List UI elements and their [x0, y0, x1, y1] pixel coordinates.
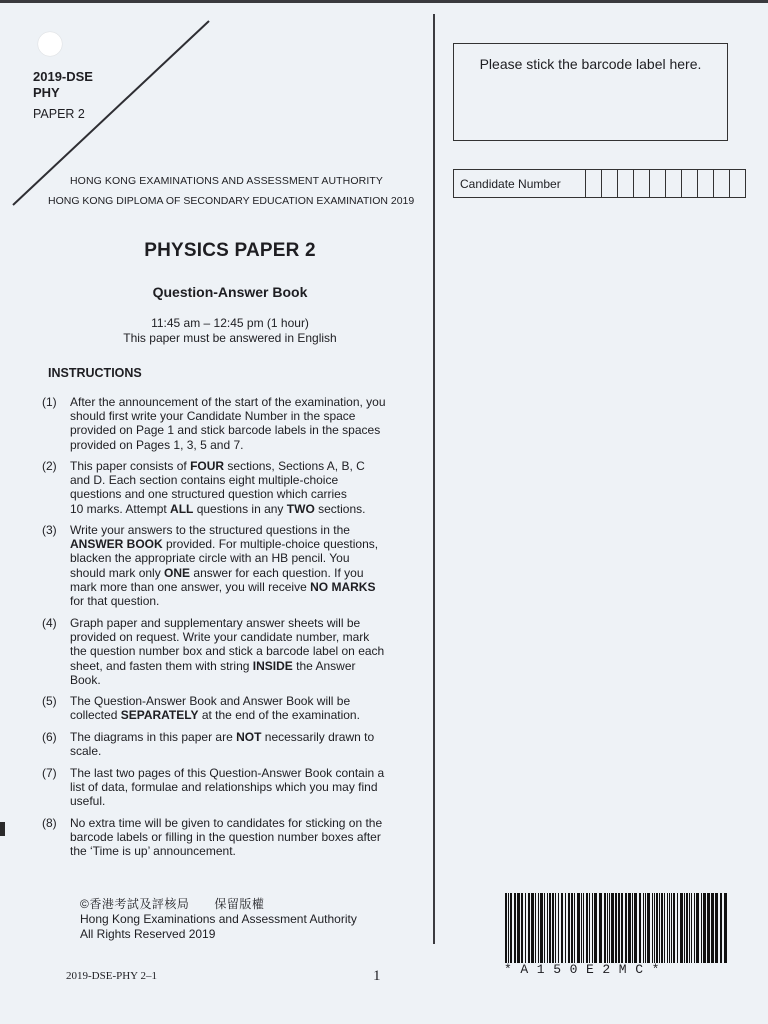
barcode-bar [581, 893, 582, 963]
barcode-bar [505, 893, 507, 963]
barcode-bar [531, 893, 534, 963]
barcode-bar [508, 893, 509, 963]
copyright-rights: All Rights Reserved 2019 [80, 927, 216, 941]
candidate-number-label: Candidate Number [454, 170, 586, 197]
barcode-label-box[interactable] [453, 43, 728, 141]
barcode-bar [609, 893, 610, 963]
barcode-bar [555, 893, 556, 963]
instruction-line: should mark only ONE answer for each question. If you [70, 565, 364, 580]
barcode-bar [664, 893, 665, 963]
barcode-bar [671, 893, 672, 963]
page-subtitle: Question-Answer Book [152, 284, 308, 300]
barcode-bar [538, 893, 539, 963]
barcode-bar [514, 893, 516, 963]
barcode-bar [604, 893, 606, 963]
barcode-bar [686, 893, 688, 963]
instruction-line: list of data, formulae and relationships which you may find [70, 780, 378, 795]
instruction-item [42, 766, 414, 809]
instruction-item [42, 616, 414, 687]
barcode-bar [565, 893, 566, 963]
barcode-bar [549, 893, 551, 963]
instruction-text [70, 523, 414, 608]
barcode-bar [615, 893, 617, 963]
subject-code: PHY [33, 85, 60, 100]
instruction-line: provided on request. Write your candidate number, mark [70, 630, 370, 645]
barcode-bar [517, 893, 520, 963]
barcode-bar [589, 893, 590, 963]
instruction-item [42, 730, 414, 758]
instructions-heading: INSTRUCTIONS [48, 366, 142, 380]
barcode-bar [558, 893, 559, 963]
instruction-text [70, 766, 414, 809]
copyright-chinese: ©香港考試及評核局 保留版權 [80, 897, 265, 911]
barcode-bar [618, 893, 620, 963]
barcode-bar [703, 893, 706, 963]
barcode-bar [694, 893, 695, 963]
instruction-text [70, 459, 414, 516]
barcode-bar [599, 893, 602, 963]
instruction-line: This paper consists of FOUR sections, Sections A, B, C [70, 459, 365, 473]
barcode-bar [647, 893, 650, 963]
instruction-line: 10 marks. Attempt ALL questions in any TWO sections. [70, 501, 366, 516]
barcode-bar [654, 893, 655, 963]
instruction-line: useful. [70, 794, 106, 809]
instruction-item [42, 694, 414, 722]
candidate-number-cell[interactable] [714, 170, 730, 197]
instruction-number: (7) [42, 766, 57, 780]
barcode-bar [540, 893, 543, 963]
barcode-bar [528, 893, 530, 963]
barcode-bar [632, 893, 633, 963]
page-title: PHYSICS PAPER 2 [144, 240, 316, 261]
barcode-bar [552, 893, 554, 963]
instruction-line: should first write your Candidate Number in the space [70, 409, 356, 424]
instruction-line: Write your answers to the structured questions in the [70, 523, 350, 537]
footer-code: 2019-DSE-PHY 2–1 [66, 970, 157, 982]
barcode-bar [639, 893, 641, 963]
instruction-line: Graph paper and supplementary answer sheets will be [70, 616, 361, 630]
barcode-bar [673, 893, 675, 963]
instruction-line: No extra time will be given to candidates for sticking on the [70, 816, 383, 830]
instruction-line: provided on Pages 1, 3, 5 and 7. [70, 437, 244, 452]
instruction-number: (1) [42, 395, 57, 409]
instruction-number: (3) [42, 523, 57, 537]
instruction-item [42, 523, 414, 608]
exam-code: 2019-DSE [33, 69, 93, 84]
candidate-number-cell[interactable] [618, 170, 634, 197]
instruction-line: the question number box and stick a barcode label on each [70, 644, 385, 659]
barcode-bar [689, 893, 690, 963]
instruction-text [70, 694, 414, 722]
barcode-bar [521, 893, 523, 963]
barcode-bar [652, 893, 653, 963]
page-number: 1 [373, 968, 381, 984]
instruction-line: The Question-Answer Book and Answer Book will be [70, 694, 351, 708]
barcode-bar [677, 893, 678, 963]
barcode-bar [684, 893, 685, 963]
instruction-number: (2) [42, 459, 57, 473]
barcode-bar [594, 893, 597, 963]
copyright-block [80, 897, 357, 942]
instruction-line: collected SEPARATELY at the end of the examination. [70, 708, 360, 723]
barcode-bar [583, 893, 584, 963]
barcode-bar [715, 893, 718, 963]
page-divider [433, 14, 435, 944]
barcode-bar [724, 893, 727, 963]
exam-time: 11:45 am – 12:45 pm (1 hour) [151, 316, 309, 330]
margin-mark [0, 822, 5, 836]
instruction-line: barcode labels or filling in the question number boxes after [70, 830, 381, 845]
barcode-bar [645, 893, 646, 963]
instruction-line: After the announcement of the start of the examination, you [70, 395, 386, 409]
barcode-bar [574, 893, 575, 963]
instruction-line: scale. [70, 744, 102, 759]
instruction-item [42, 816, 414, 859]
barcode-bar [707, 893, 710, 963]
language-note: This paper must be answered in English [123, 331, 337, 345]
barcode-bar [667, 893, 668, 963]
barcode-bar [720, 893, 722, 963]
barcode-bars [505, 893, 727, 963]
candidate-number-cell[interactable] [602, 170, 618, 197]
candidate-number-cell[interactable] [698, 170, 714, 197]
barcode-bar [661, 893, 663, 963]
barcode-bar [691, 893, 692, 963]
authority-name: HONG KONG EXAMINATIONS AND ASSESSMENT AUTHORITY [70, 175, 383, 187]
candidate-number-box[interactable] [453, 169, 746, 198]
instruction-text [70, 730, 414, 758]
instruction-number: (8) [42, 816, 57, 830]
barcode-bar [535, 893, 536, 963]
barcode-bar [611, 893, 614, 963]
barcode-bar [659, 893, 660, 963]
instruction-number: (5) [42, 694, 57, 708]
barcode-bar [701, 893, 702, 963]
paper-code-block [33, 69, 93, 121]
barcode-bar [586, 893, 588, 963]
instruction-line: mark more than one answer, you will receive NO MARKS [70, 579, 376, 594]
instruction-text [70, 616, 414, 687]
barcode-bar [711, 893, 714, 963]
barcode-bar [634, 893, 637, 963]
barcode-bar [621, 893, 623, 963]
barcode-bar [547, 893, 548, 963]
candidate-number-cell[interactable] [634, 170, 650, 197]
paper-label: PAPER 2 [33, 107, 85, 121]
instruction-line: ANSWER BOOK provided. For multiple-choice questions, [70, 537, 379, 552]
instruction-number: (6) [42, 730, 57, 744]
barcode-bar [510, 893, 512, 963]
barcode-bar [561, 893, 563, 963]
barcode-bar [656, 893, 658, 963]
instruction-line: questions and one structured question which carries [70, 487, 347, 502]
instruction-line: for that question. [70, 593, 160, 608]
barcode-bar [544, 893, 545, 963]
instruction-line: the ‘Time is up’ announcement. [70, 844, 236, 859]
barcode-bar [643, 893, 644, 963]
barcode-bar [592, 893, 593, 963]
barcode-bar [607, 893, 608, 963]
instruction-line: blacken the appropriate circle with an HB pencil. You [70, 551, 350, 566]
instruction-line: sheet, and fasten them with string INSIDE the Answer [70, 658, 356, 673]
instruction-line: provided on Page 1 and stick barcode labels in the spaces [70, 423, 381, 438]
barcode-bar [571, 893, 573, 963]
exam-name: HONG KONG DIPLOMA OF SECONDARY EDUCATION EXAMINATION 2019 [48, 195, 415, 207]
candidate-number-cell[interactable] [666, 170, 682, 197]
instruction-line: Book. [70, 672, 101, 687]
barcode-bar [568, 893, 570, 963]
instruction-text [70, 395, 414, 452]
candidate-number-cell[interactable] [730, 170, 745, 197]
instruction-number: (4) [42, 616, 57, 630]
candidate-number-cell[interactable] [586, 170, 602, 197]
copyright-english: Hong Kong Examinations and Assessment Authority [80, 912, 357, 926]
instruction-line: and D. Each section contains eight multiple-choice [70, 473, 339, 488]
instruction-item [42, 395, 414, 452]
barcode-bar [669, 893, 670, 963]
barcode-bar [628, 893, 631, 963]
candidate-number-cell[interactable] [650, 170, 666, 197]
barcode-bar [696, 893, 699, 963]
instruction-line: The last two pages of this Question-Answer Book contain a [70, 766, 385, 780]
candidate-number-cell[interactable] [682, 170, 698, 197]
instruction-line: The diagrams in this paper are NOT necessarily drawn to [70, 730, 375, 744]
barcode-box-label: Please stick the barcode label here. [479, 56, 702, 72]
barcode-text: *A150E2MC* [504, 962, 669, 977]
barcode-bar [625, 893, 627, 963]
barcode-bar [680, 893, 683, 963]
barcode-bar [577, 893, 580, 963]
instruction-item [42, 459, 414, 516]
barcode-bar [525, 893, 526, 963]
instruction-text [70, 816, 414, 859]
